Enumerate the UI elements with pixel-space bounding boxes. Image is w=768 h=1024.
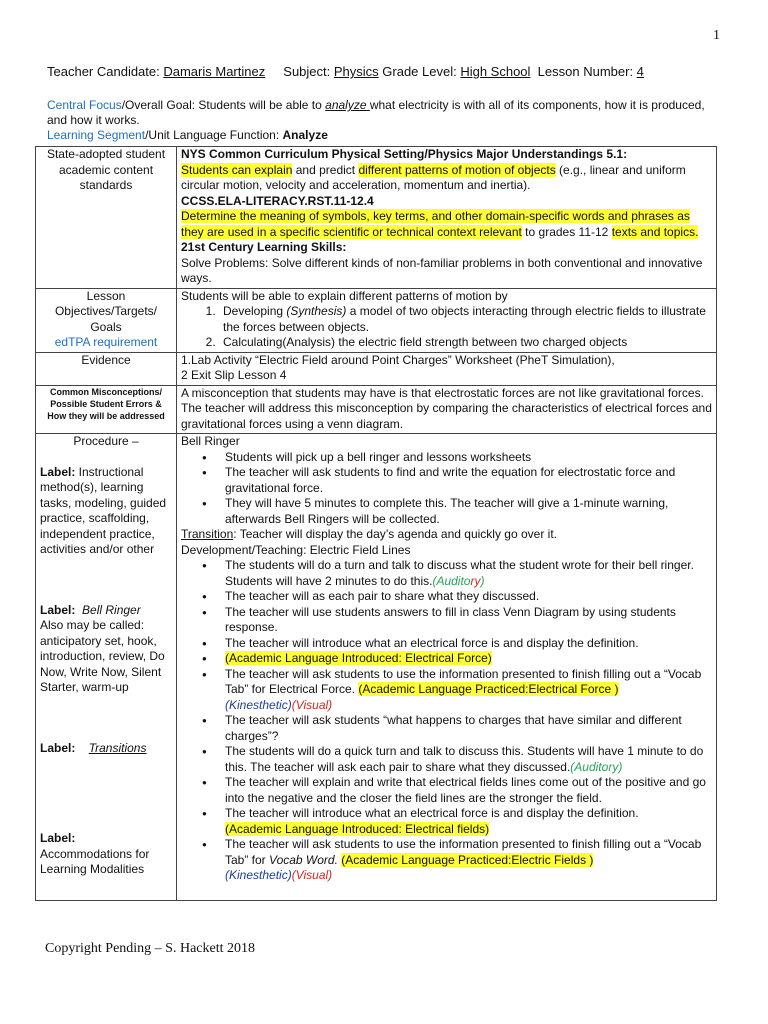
label-instructional xyxy=(40,465,172,558)
label-word: Label: xyxy=(40,831,76,845)
label-emphasis: Bell Ringer xyxy=(82,602,141,617)
central-focus-verb: analyze xyxy=(325,98,370,112)
edtpa-requirement: edTPA requirement xyxy=(54,335,158,349)
highlight-determine-meaning: Determine the meaning of symbols, key terms, and other domain-specific words and phrases as they are used in a specific scientific or technical context relevant xyxy=(181,209,690,239)
label-word: Label: xyxy=(40,740,76,755)
academic-language-highlight: (Academic Language Practiced:Electrical Force ) xyxy=(358,682,619,696)
label-emphasis: Transitions xyxy=(88,740,147,755)
objectives-label: Lesson Objectives/Targets/ Goals xyxy=(54,288,158,334)
list-item: ● They will have 5 minutes to complete this. The teacher will give a 1-minute warning, afterwards Bell Ringers will be collected. xyxy=(225,496,712,527)
list-item xyxy=(225,651,712,667)
step-text: The teacher will ask students to use the information presented to finish filling out a “Vocab Tab” for xyxy=(225,837,702,867)
misconceptions-label: Common Misconceptions/ Possible Student Errors & How they will be addressed xyxy=(36,385,177,434)
transition-text: : Teacher will display the day’s agenda and quickly go over it. xyxy=(233,527,557,541)
procedure-labels xyxy=(36,434,177,901)
lesson-label: Lesson Number: xyxy=(537,64,637,79)
standards-text: and predict xyxy=(292,162,359,177)
subject-value: Physics xyxy=(333,64,379,79)
candidate-label: Teacher Candidate: xyxy=(47,64,164,79)
candidate-name: Damaris Martinez xyxy=(163,64,266,79)
label-word: Label: xyxy=(40,464,76,479)
standards-label: State-adopted student academic content standards xyxy=(36,147,177,289)
list-item: ● The teacher will ask students “what happens to charges that have similar and different charges”? xyxy=(225,713,712,744)
central-focus-text-end: what electricity is with all of its components, how it is produced, and how it works. xyxy=(47,98,705,127)
transition-line xyxy=(181,527,712,543)
list-item xyxy=(225,837,712,884)
development-list xyxy=(181,558,712,884)
list-item xyxy=(225,667,712,714)
list-item: ● The teacher will introduce what an electrical force is and display the definition. xyxy=(225,636,712,652)
central-focus-text: /Overall Goal: Students will be able to xyxy=(121,98,326,112)
standards-solve-problems: Solve Problems: Solve different kinds of non-familiar problems in both conventional and innovative ways. xyxy=(181,255,703,285)
modality-visual: (Visual) xyxy=(291,697,333,712)
grade-value: High School xyxy=(460,64,531,79)
central-focus-label: Central Focus xyxy=(47,98,122,112)
lesson-header xyxy=(47,64,644,79)
procedure-content xyxy=(177,434,717,901)
academic-language-highlight: (Academic Language Practiced:Electric Fields ) xyxy=(341,852,594,867)
transition-label: Transition xyxy=(181,527,234,541)
label-transitions xyxy=(40,741,172,757)
academic-language-highlight: (Academic Language Introduced: Electrical fields) xyxy=(225,821,490,836)
list-item: ● Students will pick up a bell ringer and lessons worksheets xyxy=(225,450,712,466)
development-heading: Development/Teaching: Electric Field Lines xyxy=(181,542,411,557)
evidence-item: 1.Lab Activity “Electric Field around Point Charges” Worksheet (PheT Simulation), xyxy=(181,352,615,367)
misconceptions-row xyxy=(36,385,717,434)
standards-content xyxy=(177,147,717,289)
step-text: The students will do a quick turn and talk to discuss this. Students will have 1 minute to do this. The teacher will ask each pair to share what they discussed. xyxy=(225,744,704,774)
evidence-content xyxy=(177,352,717,385)
label-word: Label: xyxy=(40,602,76,617)
subject-label: Subject: xyxy=(283,64,334,79)
list-item xyxy=(225,744,712,775)
learning-segment-text: /Unit Language Function: xyxy=(145,128,283,142)
modality-auditory: (Audito xyxy=(432,573,471,588)
evidence-label: Evidence xyxy=(36,352,177,385)
modality-kinesthetic: (Kinesthetic) xyxy=(225,697,292,712)
step-text: The teacher will introduce what an electrical force is and display the definition. xyxy=(225,806,639,820)
list-item: ● The teacher will explain and write that electrical fields lines come out of the positive and go into the negative and the closer the field lines are the stronger the field. xyxy=(225,775,712,806)
objective-text: a model of two objects interacting through electric fields to illustrate the forces between objects. xyxy=(223,304,706,334)
standards-heading-nys: NYS Common Curriculum Physical Setting/Physics Major Understandings 5.1: xyxy=(181,147,628,161)
standards-heading-ccss: CCSS.ELA-LITERACY.RST.11-12.4 xyxy=(181,193,374,208)
objective-text: Developing xyxy=(223,304,287,318)
list-item xyxy=(225,806,712,837)
grade-label: Grade Level: xyxy=(378,64,461,79)
objectives-row xyxy=(36,288,717,352)
modality-kinesthetic: (Kinesthetic) xyxy=(225,868,292,882)
central-focus xyxy=(47,98,715,143)
lesson-value: 4 xyxy=(636,64,644,79)
vocab-word: Vocab Word. xyxy=(269,852,338,867)
language-function: Analyze xyxy=(282,128,328,142)
list-item: ● The teacher will ask students to find and write the equation for electrostatic force and gravitational force. xyxy=(225,465,712,496)
bell-ringer-list xyxy=(181,450,712,528)
standards-text: (e.g., linear and uniform circular motion, velocity and acceleration, momentum and inertia). xyxy=(181,162,686,192)
procedure-title: Procedure – xyxy=(73,434,139,448)
label-accommodations xyxy=(40,831,172,847)
copyright-footer: Copyright Pending – S. Hackett 2018 xyxy=(45,941,255,956)
standards-heading-21st: 21st Century Learning Skills: xyxy=(181,240,347,254)
list-item: 2. Calculating(Analysis) the electric field strength between two charged objects xyxy=(219,335,712,351)
modality-auditory: (Auditory) xyxy=(570,759,623,774)
label-bell-ringer-text: Also may be called: anticipatory set, hook, introduction, review, Do Now, Write Now, Silent Starter, warm-up xyxy=(40,618,165,694)
label-accommodations-text: Accommodations for Learning Modalities xyxy=(40,846,150,876)
modality-auditory: ry xyxy=(470,573,481,588)
procedure-row xyxy=(36,434,717,901)
objectives-list xyxy=(181,304,712,351)
academic-language-highlight: (Academic Language Introduced: Electrical Force) xyxy=(225,651,492,665)
highlight-patterns: different patterns of motion of objects xyxy=(358,162,556,177)
list-item: ● The teacher will use students answers to fill in class Venn Diagram by using students response. xyxy=(225,605,712,636)
step-text: The students will do a turn and talk to discuss what the student wrote for their bell ringer. Students will have 2 minutes to do this. xyxy=(225,558,694,588)
standards-row xyxy=(36,147,717,289)
list-item xyxy=(219,304,712,335)
objective-level: (Synthesis) xyxy=(286,304,347,318)
objectives-intro: Students will be able to explain different patterns of motion by xyxy=(181,288,508,303)
misconceptions-content: A misconception that students may have is that electrostatic forces are not like gravitational forces. The teacher will address this misconception by comparing the characteristics of electrical forces and gravitational forces using a venn diagram. xyxy=(177,385,717,434)
objectives-label-cell xyxy=(36,288,177,352)
label-text: Instructional method(s), learning tasks, modeling, guided practice, scaffolding, independent practice, activities and/or other xyxy=(40,464,167,556)
modality-auditory: ) xyxy=(480,573,485,588)
learning-segment-label: Learning Segment xyxy=(47,128,146,142)
highlight-students-explain: Students can explain xyxy=(181,162,293,177)
evidence-item: 2 Exit Slip Lesson 4 xyxy=(181,368,287,382)
learning-segment-line xyxy=(47,128,715,143)
central-focus-line xyxy=(47,98,715,128)
objectives-content xyxy=(177,288,717,352)
label-bell-ringer xyxy=(40,603,172,619)
step-text: The teacher will ask students to use the information presented to finish filling out a “Vocab Tab” for Electrical Force. xyxy=(225,666,702,696)
highlight-texts-topics: texts and topics. xyxy=(611,224,699,239)
list-item xyxy=(225,558,712,589)
standards-text: to grades 11-12 xyxy=(521,224,612,239)
page-number: 1 xyxy=(713,28,720,43)
bell-ringer-heading: Bell Ringer xyxy=(181,434,240,448)
lesson-plan-table xyxy=(35,146,717,901)
list-item: ● The teacher will as each pair to share what they discussed. xyxy=(225,589,712,605)
modality-visual: (Visual) xyxy=(291,868,333,882)
evidence-row xyxy=(36,352,717,385)
